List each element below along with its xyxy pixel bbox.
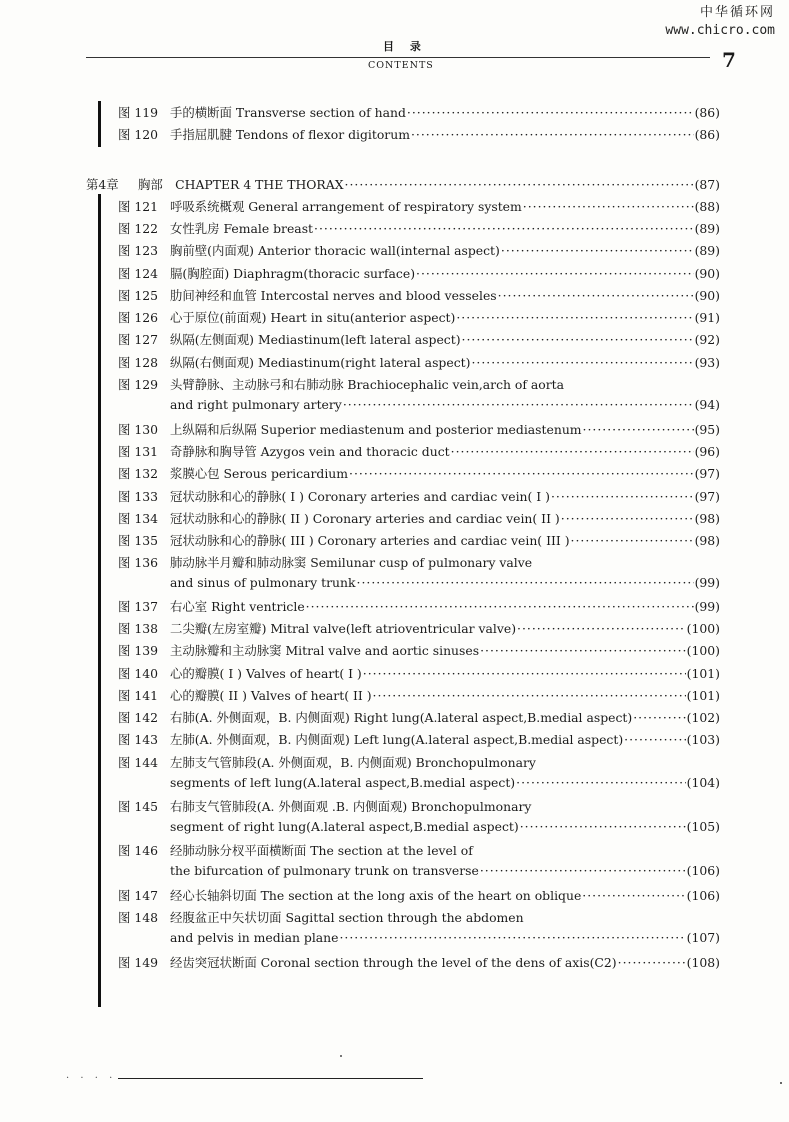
toc-entry [118,597,720,618]
toc-entry-number: 第4章 [86,177,119,192]
watermark-cn: 中华循环网 [699,5,775,20]
toc-entry-page: (88) [694,199,720,214]
toc-entry-title: 右肺(A. 外侧面观，B. 内侧面观) Right lung(A.lateral aspect,B.medial aspect) [170,710,633,725]
toc-entry-number: 图 121 [118,199,158,214]
toc-entry [118,420,720,441]
footer-rule [118,1078,423,1079]
toc-entry-title: 心的瓣膜( I ) Valves of heart( I ) [170,666,362,681]
scan-mark [340,1055,342,1057]
toc-entry-page: (99) [694,599,720,614]
toc-entry-number: 图 122 [118,221,158,236]
toc-entry [118,125,720,146]
toc-entry-page: (86) [694,127,720,142]
dot-leader [501,243,694,258]
section-bar [98,101,101,147]
toc-entry-title: 肺动脉半月瓣和肺动脉窦 Semilunar cusp of pulmonary valve [170,555,533,570]
toc-entry-number: 图 126 [118,310,158,325]
toc-entry-page: (102) [686,710,720,725]
toc-entry [118,553,720,574]
toc-entry [118,575,720,596]
toc-entry-page: (91) [694,310,720,325]
toc-entry-page: (107) [686,930,720,945]
toc-entry-title: 冠状动脉和心的静脉( II ) Coronary arteries and cardiac vein( II ) [170,511,560,526]
toc-entry-title: 左肺支气管肺段(A. 外侧面观，B. 内侧面观) Bronchopulmonary [170,755,536,770]
toc-entry-page: (96) [694,444,720,459]
dot-leader [516,775,686,790]
dot-leader [357,575,694,590]
toc-entry-title: 膈(胸腔面) Diaphragm(thoracic surface) [170,266,416,281]
toc-entry-page: (89) [694,243,720,258]
toc-entry-number: 图 142 [118,710,158,725]
toc-entry [118,219,720,240]
toc-entry [118,730,720,751]
toc-entry [118,509,720,530]
toc-entry [118,375,720,396]
toc-entry-page: (98) [694,533,720,548]
toc-entry-page: (92) [694,332,720,347]
toc-entry [118,241,720,262]
toc-entry-title: 纵隔(右侧面观) Mediastinum(right lateral aspect) [170,355,471,370]
toc-entry-title: 右肺支气管肺段(A. 外侧面观 .B. 内侧面观) Bronchopulmonary [170,799,532,814]
toc-entry-title: 冠状动脉和心的静脉( I ) Coronary arteries and cardiac vein( I ) [170,489,550,504]
toc-entry [118,353,720,374]
toc-entry-page: (94) [694,397,720,412]
toc-entry-title: 胸前壁(内面观) Anterior thoracic wall(internal aspect) [170,243,500,258]
toc-entry-number: 图 131 [118,444,158,459]
toc-entry [118,641,720,662]
toc-entry-page: (89) [694,221,720,236]
toc-entry-number: 图 139 [118,643,158,658]
toc-entry-title: the bifurcation of pulmonary trunk on transverse [170,863,479,878]
dot-leader [373,688,686,703]
toc-entry [118,264,720,285]
toc-entry [118,103,720,124]
dot-leader [582,888,685,903]
dot-leader [624,732,686,747]
toc-entry-page: (86) [694,105,720,120]
toc-entry-page: (93) [694,355,720,370]
toc-entry-title: 左肺(A. 外侧面观，B. 内侧面观) Left lung(A.lateral aspect,B.medial aspect) [170,732,624,747]
toc-entry-title: 肋间神经和血管 Intercostal nerves and blood vesseles [170,288,497,303]
toc-entry-number: 图 148 [118,910,158,925]
toc-entry-page: (103) [686,732,720,747]
toc-entry-number: 图 119 [118,105,158,120]
dot-leader [363,666,686,681]
toc-entry [118,775,720,796]
dot-leader [411,127,694,142]
toc-entry-title: 心的瓣膜( II ) Valves of heart( II ) [170,688,372,703]
toc-entry-title: 经腹盆正中矢状切面 Sagittal section through the abdomen [170,910,524,925]
toc-entry-number: 图 132 [118,466,158,481]
header-title: 目 录 [383,40,427,53]
toc-entry-title: and pelvis in median plane [170,930,339,945]
dot-leader [523,199,694,214]
header-rule [86,57,710,58]
dot-leader [345,177,694,192]
toc-entry-page: (90) [694,288,720,303]
toc-entry-page: (106) [686,888,720,903]
dot-leader [551,489,694,504]
toc-entry-number: 图 133 [118,489,158,504]
toc-entry-page: (98) [694,511,720,526]
dot-leader [498,288,694,303]
toc-entry-title: 上纵隔和后纵隔 Superior mediastenum and posterior mediastenum [170,422,582,437]
toc-entry [118,797,720,818]
dot-leader [314,221,694,236]
page-number: 7 [722,48,736,72]
toc-entry-number: 图 144 [118,755,158,770]
toc-entry-page: (105) [686,819,720,834]
toc-entry-number: 图 129 [118,377,158,392]
dot-leader [339,930,685,945]
toc-entry-number: 图 134 [118,511,158,526]
toc-entry-number: 图 123 [118,243,158,258]
footer-dots: · · · · [66,1073,117,1084]
toc-entry [118,908,720,929]
dot-leader [471,355,693,370]
toc-entry-page: (104) [686,775,720,790]
toc-entry-title: 经肺动脉分杈平面横断面 The section at the level of [170,843,473,858]
toc-entry-page: (90) [694,266,720,281]
toc-entry-title: 心于原位(前面观) Heart in situ(anterior aspect) [170,310,456,325]
toc-entry-page: (97) [694,466,720,481]
toc-entry [118,886,720,907]
toc-entry-page: (101) [686,688,720,703]
toc-entry [118,664,720,685]
toc-entry-number: 图 137 [118,599,158,614]
dot-leader [633,710,685,725]
toc-entry-title: 浆膜心包 Serous pericardium [170,466,349,481]
dot-leader [583,422,694,437]
toc-entry-number: 图 124 [118,266,158,281]
dot-leader [349,466,694,481]
toc-entry [118,197,720,218]
toc-entry [118,863,720,884]
toc-entry-title: 女性乳房 Female breast [170,221,314,236]
toc-entry-title: segment of right lung(A.lateral aspect,B.medial aspect) [170,819,519,834]
toc-entry-title: 呼吸系统概观 General arrangement of respiratory system [170,199,522,214]
toc-entry [118,708,720,729]
toc-entry-number: 图 136 [118,555,158,570]
toc-entry-title: 头臂静脉、主动脉弓和右肺动脉 Brachiocephalic vein,arch of aorta [170,377,565,392]
toc-entry [118,953,720,974]
dot-leader [561,511,694,526]
toc-entry [118,330,720,351]
toc-entry-number: 图 130 [118,422,158,437]
toc-entry-title: segments of left lung(A.lateral aspect,B.medial aspect) [170,775,516,790]
dot-leader [306,599,694,614]
toc-entry-number: 图 149 [118,955,158,970]
toc-entry-page: (100) [686,643,720,658]
toc-entry-number: 图 141 [118,688,158,703]
toc-entry-number: 图 128 [118,355,158,370]
toc-entry [118,619,720,640]
page-header [0,38,789,78]
toc-entry-title: 胸部 CHAPTER 4 THE THORAX [138,177,344,192]
dot-leader [480,863,686,878]
toc-entry-number: 图 140 [118,666,158,681]
toc-entry-number: 图 145 [118,799,158,814]
toc-entry [118,487,720,508]
toc-entry-number: 图 135 [118,533,158,548]
toc-entry [118,753,720,774]
toc-entry-title: 冠状动脉和心的静脉( III ) Coronary arteries and cardiac vein( III ) [170,533,570,548]
dot-leader [480,643,686,658]
toc-entry-page: (108) [686,955,720,970]
toc-entry-title: 奇静脉和胸导管 Azygos vein and thoracic duct [170,444,450,459]
toc-entry-number: 图 146 [118,843,158,858]
scan-mark [780,1082,782,1084]
toc-entry-title: 经齿突冠状断面 Coronal section through the level of the dens of axis(C2) [170,955,617,970]
dot-leader [462,332,694,347]
toc-entry-page: (100) [686,621,720,636]
toc-entry-page: (99) [694,575,720,590]
dot-leader [618,955,686,970]
dot-leader [407,105,694,120]
toc-entry-title: 手的横断面 Transverse section of hand [170,105,406,120]
toc-entry [118,397,720,418]
toc-entry [86,175,720,196]
toc-entry [118,930,720,951]
toc-entry [118,286,720,307]
toc-entry [118,308,720,329]
watermark-url: www.chicro.com [665,23,775,38]
toc-entry-title: and right pulmonary artery [170,397,342,412]
toc-entry-title: and sinus of pulmonary trunk [170,575,356,590]
toc-entry-page: (101) [686,666,720,681]
section-bar [98,194,101,1007]
toc-entry-page: (95) [694,422,720,437]
toc-entry-number: 图 120 [118,127,158,142]
toc-entry [118,531,720,552]
toc-entry-title: 手指屈肌腱 Tendons of flexor digitorum [170,127,410,142]
toc-entry-page: (97) [694,489,720,504]
dot-leader [416,266,694,281]
toc-entry-number: 图 143 [118,732,158,747]
dot-leader [571,533,694,548]
toc-entry [118,819,720,840]
dot-leader [451,444,694,459]
toc-entry-page: (87) [694,177,720,192]
toc-entry-title: 经心长轴斜切面 The section at the long axis of the heart on oblique [170,888,582,903]
watermark [665,4,775,40]
toc-entry [118,464,720,485]
toc-entry-title: 主动脉瓣和主动脉窦 Mitral valve and aortic sinuses [170,643,480,658]
toc-entry-title: 二尖瓣(左房室瓣) Mitral valve(left atrioventricular valve) [170,621,517,636]
toc-entry-title: 右心室 Right ventricle [170,599,305,614]
toc-entry-page: (106) [686,863,720,878]
toc-entry-number: 图 138 [118,621,158,636]
dot-leader [456,310,693,325]
toc-entry [118,686,720,707]
dot-leader [343,397,694,412]
toc-entry [118,442,720,463]
dot-leader [520,819,686,834]
toc-entry-number: 图 125 [118,288,158,303]
toc-entry [118,841,720,862]
dot-leader [517,621,686,636]
header-subtitle: CONTENTS [368,60,434,71]
toc-entry-title: 纵隔(左侧面观) Mediastinum(left lateral aspect) [170,332,461,347]
toc-entry-number: 图 147 [118,888,158,903]
toc-entry-number: 图 127 [118,332,158,347]
